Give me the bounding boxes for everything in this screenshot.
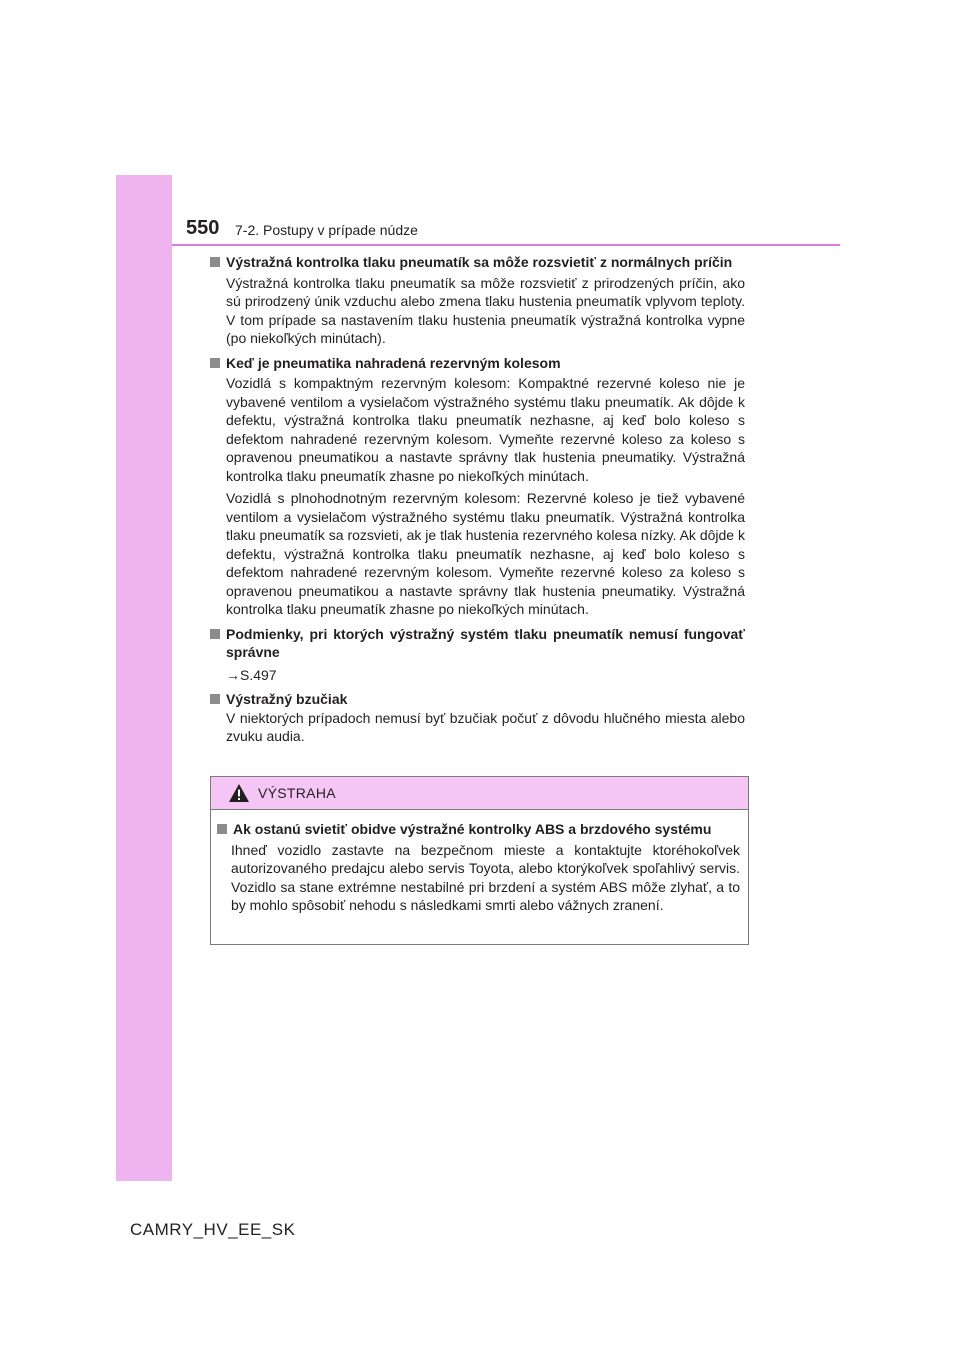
warning-text: Ihneď vozidlo zastavte na bezpečnom mieste a kontaktujte ktoréhokoľvek autorizovaného predajcu alebo servis Toyota, alebo ktorýkoľvek spoľahlivý servis. Vozidlo sa stane extrémne nestabilné pri brzdení a systém ABS môže zlyhať, a to by mohlo spôsobiť nehodu s následkami smrti alebo vážnych zranení. [231, 841, 740, 913]
warning-title: Ak ostanú svietiť obidve výstražné kontrolky ABS a brzdového systému [233, 821, 712, 837]
section-title: Keď je pneumatika nahradená rezervným kolesom [226, 354, 561, 371]
footer-code: CAMRY_HV_EE_SK [130, 1220, 296, 1239]
page-reference-link[interactable]: →S.497 [226, 666, 277, 683]
section-paragraph: V niektorých prípadoch nemusí byť bzučiak počuť z dôvodu hlučného miesta alebo zvuku audia. [226, 709, 745, 744]
square-bullet-icon [210, 358, 220, 368]
section-spare-wheel [209, 354, 745, 619]
warning-triangle-icon [228, 783, 250, 803]
section-title: Podmienky, pri ktorých výstražný systém tlaku pneumatík nemusí fungovať správne [226, 625, 745, 660]
main-content [209, 253, 745, 752]
square-bullet-icon [210, 629, 220, 639]
section-paragraph: Vozidlá s kompaktným rezervným kolesom: Kompaktné rezervné koleso nie je vybavené ventilom a vysielačom výstražného systému tlaku pneumatík. Ak dôjde k defektu, výstražná kontrolka tlaku pneumatík nezhasne, aj keď bolo koleso s defektom nahradené rezervným kolesom. Vymeňte rezervné koleso za koleso s opravenou pneumatikou a nastavte správny tlak hustenia pneumatiky. Výstražná kontrolka tlaku pneumatík zhasne po niekoľkých minútach. [226, 375, 745, 484]
section-tpms-natural-causes [209, 253, 745, 348]
warning-header [211, 777, 748, 810]
section-warning-buzzer [209, 690, 745, 746]
side-tab-band [116, 175, 172, 1181]
section-paragraph: Výstražná kontrolka tlaku pneumatík sa môže rozsvietiť z prirodzených príčin, ako sú prirodzený únik vzduchu alebo zmena tlaku hustenia pneumatík vplyvom teploty. V tom prípade sa nastavením tlaku hustenia pneumatík výstražná kontrolka vypne (po niekoľkých minútach). [226, 274, 745, 346]
section-system-conditions [209, 625, 745, 685]
section-title: Výstražná kontrolka tlaku pneumatík sa môže rozsvietiť z normálnych príčin [226, 254, 733, 270]
square-bullet-icon [210, 694, 220, 704]
square-bullet-icon [210, 257, 220, 267]
header-rule [172, 244, 840, 246]
section-title: Výstražný bzučiak [226, 691, 348, 707]
warning-box [210, 776, 749, 945]
chapter-title: 7-2. Postupy v prípade núdze [235, 222, 418, 238]
warning-label: VÝSTRAHA [258, 785, 336, 801]
section-paragraph: Vozidlá s plnohodnotným rezervným kolesom: Rezervné koleso je tiež vybavené ventilom a vysielačom výstražného systému tlaku pneumatík. Výstražná kontrolka tlaku pneumatík sa rozsvieti, ak je tlak hustenia rezervného kolesa nízky. Ak dôjde k defektu, výstražná kontrolka tlaku pneumatík nezhasne, aj keď bolo koleso s defektom nahradené rezervným kolesom. Vymeňte rezervné koleso za koleso s opravenou pneumatikou a nastavte správny tlak hustenia pneumatiky. Výstražná kontrolka tlaku pneumatík zhasne po niekoľkých minútach. [226, 490, 745, 617]
square-bullet-icon [217, 824, 227, 834]
warning-body [211, 810, 748, 915]
page-number: 550 [186, 217, 220, 239]
